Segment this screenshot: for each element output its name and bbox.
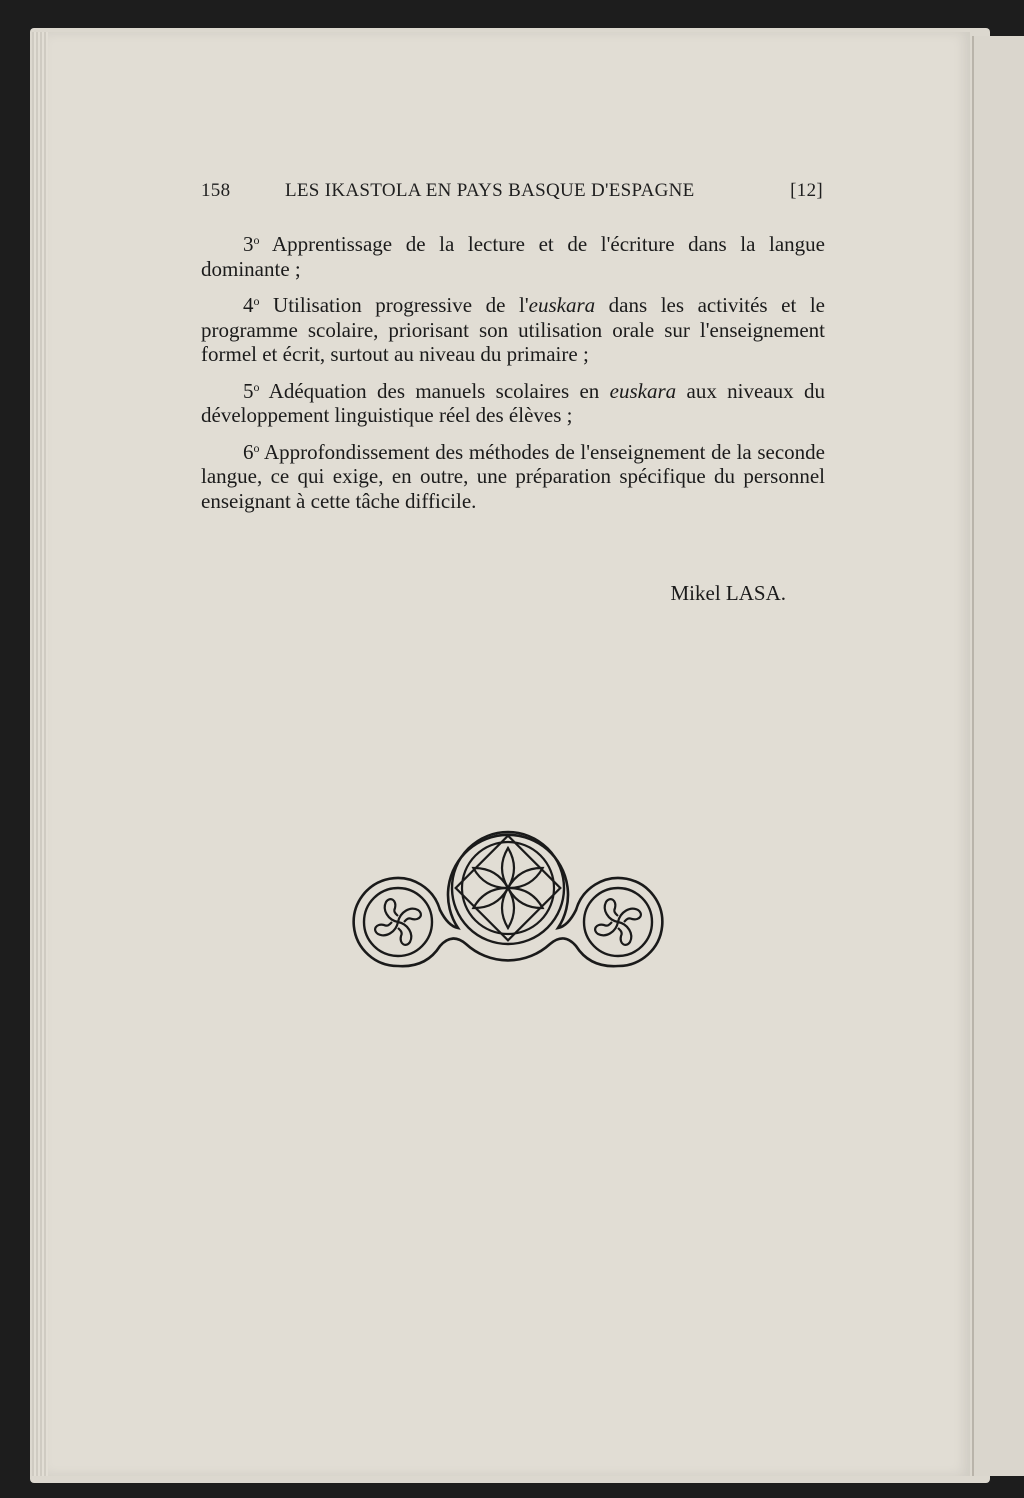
italic-term: euskara — [609, 378, 677, 403]
item-number: 5 — [243, 378, 254, 403]
page-number: 158 — [201, 180, 231, 201]
item-number: 4 — [243, 293, 254, 317]
item-number: 6 — [243, 439, 254, 464]
paragraph-text: Utilisation progressive de l' — [259, 293, 529, 317]
body-text — [201, 232, 825, 525]
ordinal-mark: o — [253, 440, 260, 455]
item-number: 3 — [243, 232, 254, 256]
paragraph-text: Adéquation des manuels scolaires en — [259, 378, 610, 403]
author-signature: Mikel LASA. — [670, 581, 786, 605]
paragraph-4 — [201, 293, 825, 367]
section-number: [12] — [790, 180, 823, 201]
ordinal-mark: o — [253, 294, 260, 308]
basque-ornament-icon — [350, 826, 666, 970]
ordinal-mark: o — [253, 379, 260, 394]
running-header — [201, 180, 823, 208]
italic-term: euskara — [528, 293, 596, 317]
paragraph-6 — [201, 440, 825, 514]
facing-page-edge — [972, 36, 1024, 1476]
paragraph-text: Apprentissage de la lecture et de l'écriture dans la langue dominante ; — [201, 232, 825, 281]
paragraph-3 — [201, 232, 825, 281]
paragraph-text: dans les activités et le programme scolaire, priorisant son utilisation orale sur l'enseignement formel et écrit, surtout au niveau du primaire ; — [201, 293, 825, 366]
paragraph-text: Approfondissement des méthodes de l'enseignement de la seconde langue, ce qui exige, en outre, une préparation spécifique du personnel enseignant à cette tâche difficile. — [201, 439, 825, 513]
running-title: LES IKASTOLA EN PAYS BASQUE D'ESPAGNE — [285, 180, 695, 201]
ordinal-mark: o — [253, 233, 260, 247]
paragraph-text: aux niveaux du développement linguistique réel des élèves ; — [201, 378, 826, 427]
paragraph-5 — [201, 379, 825, 428]
